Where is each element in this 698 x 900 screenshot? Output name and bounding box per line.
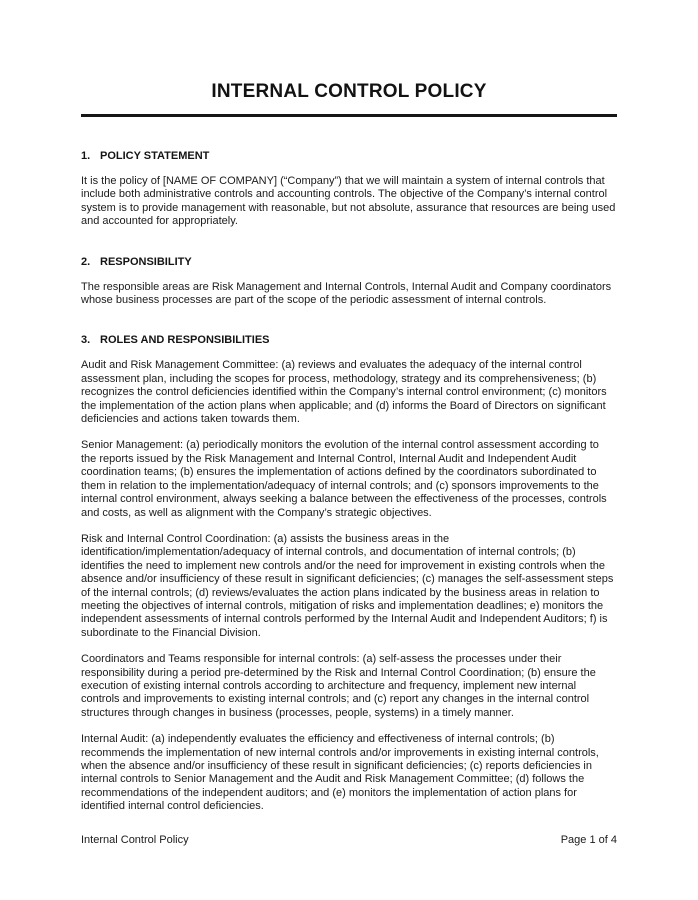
section-heading-responsibility <box>81 256 617 269</box>
footer-page-number: Page 1 of 4 <box>560 834 617 846</box>
section-heading-label: POLICY STATEMENT <box>100 150 210 162</box>
paragraph-senior-management: Senior Management: (a) periodically monitors the evolution of the internal control assessment according to the reports issued by the Risk Management and Internal Control, Internal Audit and Independent Audit coordination teams; (b) ensures the implementation of actions defined by the coordinators subordinated to them in relation to the implementation/adequacy of internal controls; and (c) sponsors improvements to the internal control environment, always seeking a balance between the effectiveness of the processes, controls and costs, as well as alignment with the Company’s strategic objectives. <box>81 439 607 519</box>
section-number: 2. <box>81 255 91 268</box>
section-heading-label: ROLES AND RESPONSIBILITIES <box>100 334 270 347</box>
title-rule <box>81 114 617 117</box>
paragraph-internal-audit: Internal Audit: (a) independently evaluates the efficiency and effectiveness of internal controls; (b) recommends the implementation of new internal controls and/or improvements in existing internal controls, when the absence and/or insufficiency of these result in significant deficiencies; (c) reports deficiencies in internal controls to Senior Management and the Audit and Risk Management Committee; (d) follows the recommendations of the independent auditors; and (e) monitors the implementation of action plans for identified internal control deficiencies. <box>81 733 599 813</box>
document-content <box>0 82 698 814</box>
paragraph-audit-risk-committee: Audit and Risk Management Committee: (a) reviews and evaluates the adequacy of the internal control assessment plan, including the scopes for process, methodology, strategy and its comprehensiveness; (b) recognizes the control deficiencies identified within the Company’s internal control environment; (c) monitors the implementation of the action plans when applicable; and (d) informs the Board of Directors on significant deficiencies and actions taken towards them. <box>81 359 607 426</box>
page-title: INTERNAL CONTROL POLICY <box>211 81 487 102</box>
section-heading-policy-statement <box>81 150 617 163</box>
section-heading-roles-and-responsibilities <box>81 334 617 347</box>
section-heading-label: RESPONSIBILITY <box>100 255 192 268</box>
paragraph-policy-statement: It is the policy of [NAME OF COMPANY] (“Company”) that we will maintain a system of internal controls that include both administrative controls and accounting controls. The objective of the Company’s internal control system is to provide management with reasonable, but not absolute, assurance that resources are being used and accounted for appropriately. <box>81 175 616 228</box>
page-footer <box>81 834 617 847</box>
section-number: 3. <box>81 334 91 347</box>
footer-document-name: Internal Control Policy <box>81 834 189 846</box>
paragraph-risk-internal-control-coordination: Risk and Internal Control Coordination: (a) assists the business areas in the identification/implementation/adequacy of internal controls, and documentation of internal controls; (b) identifies the need to implement new controls and/or the need for improvement in existing controls when the absence and/or insufficiency of these result in significant deficiencies; (c) manages the self-assessment steps of the internal controls; (d) reviews/evaluates the action plans indicated by the business areas in relation to meeting the objectives of internal controls, mitigation of risks and implementation deadlines; e) monitors the independent assessments of internal controls performed by the Internal Audit and Independent Auditors; f) is subordinate to the Financial Division. <box>81 532 614 639</box>
paragraph-coordinators-teams: Coordinators and Teams responsible for internal controls: (a) self-assess the processes under their responsibility during a period pre-determined by the Risk and Internal Control Coordination; (b) ensure the execution of existing internal controls according to architecture and frequency, implement new internal controls and improvements to existing internal controls; and (c) report any changes in the internal control structures through changes in business (processes, people, systems) in a timely manner. <box>81 653 596 719</box>
section-number: 1. <box>81 150 91 162</box>
paragraph-responsibility: The responsible areas are Risk Management and Internal Controls, Internal Audit and Company coordinators whose business processes are part of the scope of the periodic assessment of internal controls. <box>81 280 612 307</box>
